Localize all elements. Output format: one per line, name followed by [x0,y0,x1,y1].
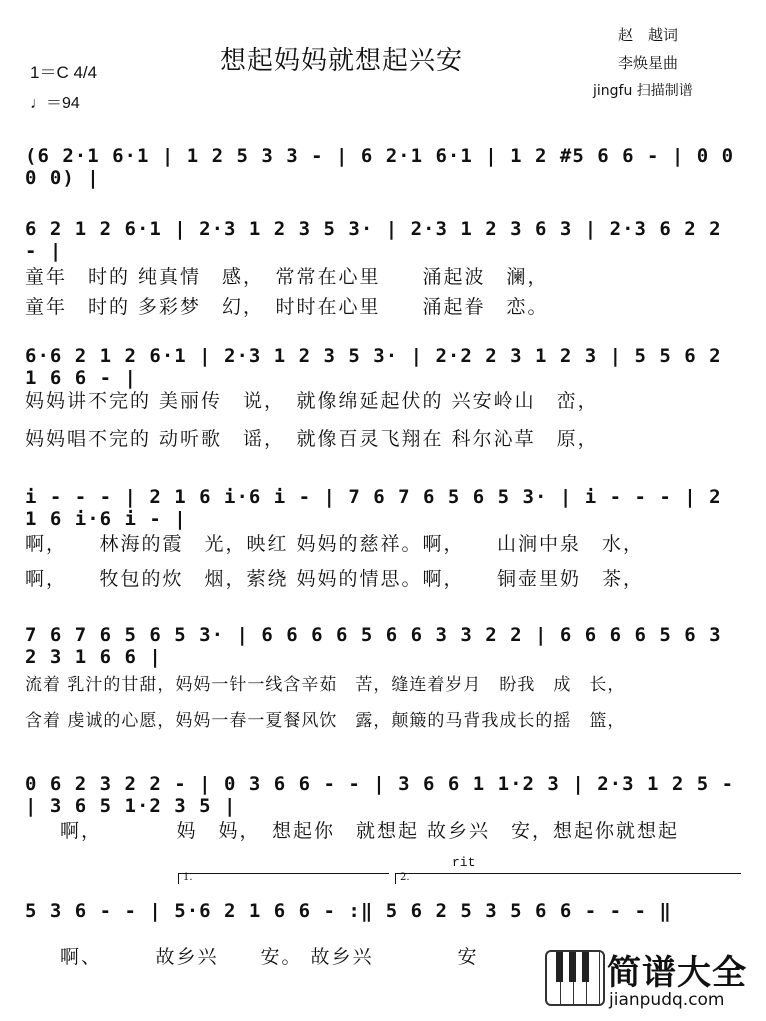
notation-line-5: 7 6 7 6 5 6 5 3· | 6 6 6 6 5 6 6 3 3 2 2 | 6 6 6 6 5 6 3 2 3 1 6 6 | [25,624,722,668]
lyric-line-4a: 啊， 林海的霞 光，映红 妈妈的慈祥。啊， 山涧中泉 水， [25,533,645,555]
volta-bracket-1 [178,873,389,884]
notation-line-4: i - - - | 2 1 6 i·6 i - | 7 6 7 6 5 6 5 3· | i - - - | 2 1 6 i·6 i - | [25,486,722,530]
composer-credit: 李焕星曲 [618,54,679,72]
logo-brand-text: 简谱大全 [607,953,747,993]
notation-line-7: 5 3 6 - - | 5·6 2 1 6 6 - :‖ 5 6 2 5 3 5 6 6 - - - ‖ [25,900,672,922]
song-title: 想起妈妈就想起兴安 [220,46,464,76]
logo-url-text: jianpudq.com [609,990,725,1010]
lyric-line-5b: 含着 虔诚的心愿，妈妈一春一夏餐风饮 露，颠簸的马背我成长的摇 篮， [25,711,626,731]
lyric-line-6: 啊， 妈 妈， 想起你 就想起 故乡兴 安，想起你就想起 [60,820,680,842]
notation-line-2: 6 2 1 2 6·1 | 2·3 1 2 3 5 3· | 2·3 1 2 3 6 3 | 2·3 6 2 2 - | [25,218,722,262]
scanner-credit: jingfu 扫描制谱 [593,83,693,99]
lyric-line-2a: 童年 时的 纯真情 感， 常常在心里 涌起波 澜， [25,266,549,288]
ritardando-marking: rit [452,855,476,870]
lyric-line-5a: 流着 乳汁的甘甜，妈妈一针一线含辛茹 苦，缝连着岁月 盼我 成 长， [25,675,626,695]
lyric-line-3a: 妈妈讲不完的 美丽传 说， 就像绵延起伏的 兴安岭山 峦， [25,390,599,412]
site-logo [545,945,760,1015]
volta-1-label: 1. [183,872,193,883]
lyric-line-4b: 啊， 牧包的炊 烟，萦绕 妈妈的情思。啊， 铜壶里奶 茶， [25,568,645,590]
notation-line-6: 0 6 2 3 2 2 - | 0 3 6 6 - - | 3 6 6 1 1·2 3 | 2·3 1 2 5 - | 3 6 5 1·2 3 5 | [25,773,735,817]
lyric-line-3b: 妈妈唱不完的 动听歌 谣， 就像百灵飞翔在 科尔沁草 原， [25,428,599,450]
volta-bracket-2 [395,873,741,884]
piano-keys-icon [545,950,605,1006]
lyric-line-2b: 童年 时的 多彩梦 幻， 时时在心里 涌起眷 恋。 [25,296,549,318]
volta-2-label: 2. [400,872,410,883]
notation-line-1: (6 2·1 6·1 | 1 2 5 3 3 - | 6 2·1 6·1 | 1 2 #5 6 6 - | 0 0 0 0) | [25,145,735,189]
key-signature: 1＝C 4/4 [30,63,98,82]
lyricist-credit: 赵 越词 [618,26,679,44]
notation-line-3: 6·6 2 1 2 6·1 | 2·3 1 2 3 5 3· | 2·2 2 3 1 2 3 | 5 5 6 2 1 6 6 - | [25,345,722,389]
tempo-marking: ♩＝94 [30,95,80,112]
lyric-line-7: 啊、 故乡兴 安。 故乡兴 安 [60,946,479,968]
